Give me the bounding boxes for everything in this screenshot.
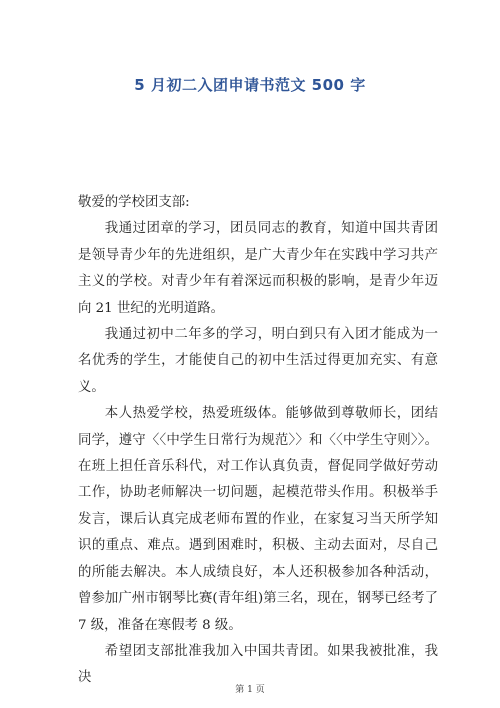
paragraph-2: 我通过初中二年多的学习，明白到只有入团才能成为一名优秀的学生，才能使自己的初中生活过得更加充实、有意义。 <box>78 327 438 395</box>
paragraph-4: 希望团支部批准我加入中国共青团。如果我被批准，我决 <box>78 643 438 686</box>
salutation: 敬爱的学校团支部: <box>78 195 190 210</box>
paragraph-1: 我通过团章的学习，团员同志的教育，知道中国共青团是领导青少年的先进组织，是广大青少年在实践中学习共产主义的学校。对青少年有着深远而积极的影响，是青少年迈向 21 世纪的光明道路。 <box>78 221 438 316</box>
paragraph-3: 本人热爱学校，热爱班级体。能够做到尊敬师长，团结同学，遵守〈〈中学生日常行为规范〉〉和〈〈中学生守则〉〉。在班上担任音乐科代，对工作认真负责，督促同学做好劳动工作，协助老师解决一切问题，起模范带头作用。积极举手发言，课后认真完成老师布置的作业，在家复习当天所学知识的重点、难点。遇到困难时，积极、主动去面对，尽自己的所能去解决。本人成绩良好，本人还积极参加各种活动，曾参加广州市钢琴比赛(青年组)第三名，现在，钢琴已经考了 7 级，准备在寒假考 8 级。 <box>78 406 438 633</box>
page-number: 第 1 页 <box>235 685 265 695</box>
document-body <box>78 190 438 692</box>
document-title: 5 月初二入团申请书范文 500 字 <box>134 76 366 94</box>
